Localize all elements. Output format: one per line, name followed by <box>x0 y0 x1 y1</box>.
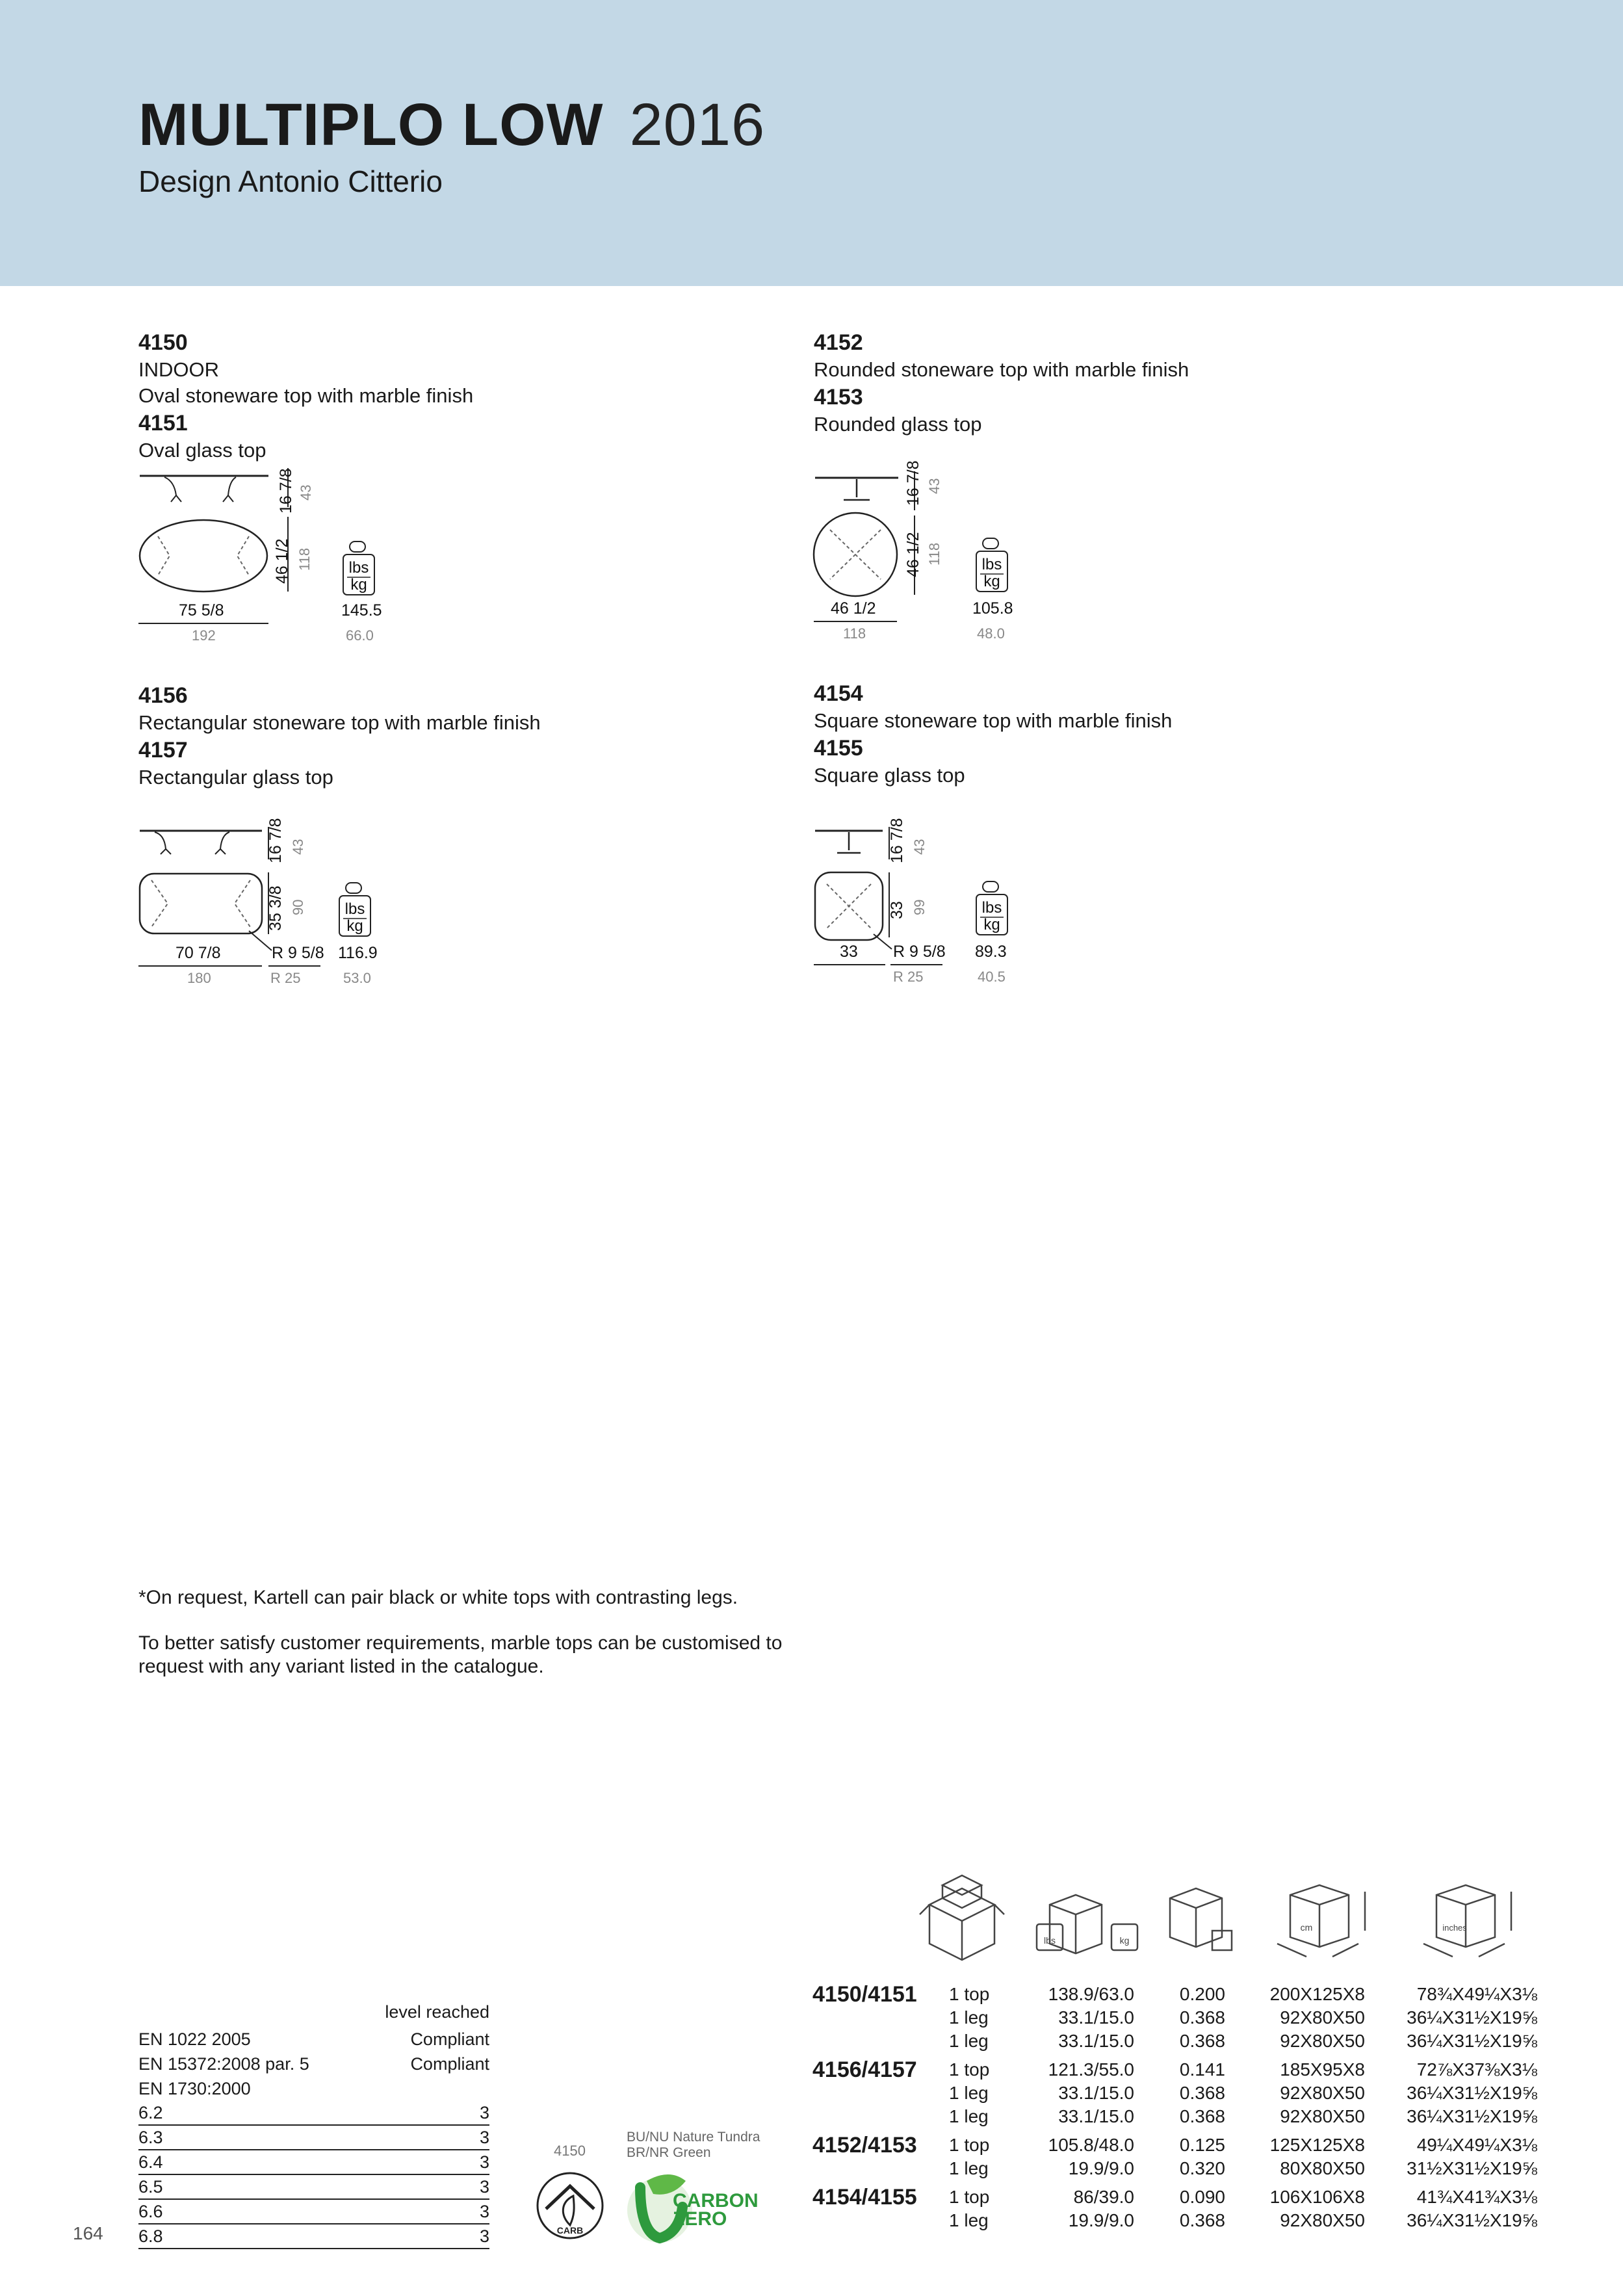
pkg-type: 1 leg <box>949 2158 989 2178</box>
dim-width-cm: 192 <box>192 627 216 644</box>
pkg-volume: 0.368 <box>1179 2031 1225 2051</box>
table-row <box>812 1983 1579 2006</box>
pkg-cm: 92X80X50 <box>1280 2083 1365 2103</box>
dim-rule <box>268 965 320 967</box>
level-header: level reached <box>385 2002 489 2022</box>
page-number: 164 <box>73 2223 103 2243</box>
cert-level: 3 <box>479 2176 489 2197</box>
certification-table <box>138 2002 489 2249</box>
packaging-group <box>812 1983 1579 2053</box>
drawing-square-table <box>814 827 957 957</box>
carb-text: CARB <box>556 2225 584 2236</box>
pkg-volume: 0.368 <box>1179 2106 1225 2126</box>
pkg-volume: 0.090 <box>1179 2187 1225 2207</box>
pkg-volume: 0.200 <box>1179 1984 1225 2004</box>
pkg-weight: 86/39.0 <box>1073 2187 1134 2207</box>
product-code: 4154 <box>814 681 863 706</box>
note: To better satisfy customer requirements, marble tops can be customised to request with any variant listed in the catalogue. <box>138 1632 783 1677</box>
cert-level: Compliant <box>410 2054 489 2074</box>
finish-label <box>627 2130 760 2161</box>
weight-icon <box>338 883 374 941</box>
product-4150-text <box>138 328 473 463</box>
pkg-inches: 36¼X31½X19⅝ <box>1407 2031 1537 2051</box>
product-line: Rectangular glass top <box>138 766 333 789</box>
header-band <box>0 0 1623 286</box>
cert-name: 6.2 <box>138 2102 163 2122</box>
carbon-zero-logo-icon <box>621 2168 759 2246</box>
pkg-volume: 0.320 <box>1179 2158 1225 2178</box>
volume-box-icon <box>1170 1888 1232 1950</box>
table-row <box>812 2105 1579 2128</box>
dim-height-cm: 43 <box>290 839 306 855</box>
packaging-table <box>812 1983 1579 2232</box>
cert-level: 3 <box>479 2152 489 2172</box>
product-line: Square glass top <box>814 764 965 787</box>
product-4156-text <box>138 681 541 790</box>
pkg-lbs-label: lbs <box>1044 1935 1056 1946</box>
product-code: 4153 <box>814 385 863 410</box>
cert-name: 6.5 <box>138 2176 163 2197</box>
dim-rule <box>138 965 262 967</box>
dim-width-cm: 118 <box>843 625 866 642</box>
pkg-weight: 33.1/15.0 <box>1058 2106 1134 2126</box>
pkg-inches-label: inches <box>1442 1923 1467 1933</box>
weight-icon <box>975 538 1011 597</box>
cert-level: Compliant <box>410 2029 489 2049</box>
pkg-weight: 33.1/15.0 <box>1058 2031 1134 2051</box>
carbon-text: CARBON <box>673 2190 759 2211</box>
dim-rule <box>814 621 897 622</box>
pkg-inches: 36¼X31½X19⅝ <box>1407 2106 1537 2126</box>
pkg-type: 1 leg <box>949 2083 989 2103</box>
packaging-group <box>812 2185 1579 2232</box>
pkg-type: 1 leg <box>949 2106 989 2126</box>
cert-row <box>138 2052 489 2076</box>
dim-height-in: 16 7/8 <box>266 818 285 863</box>
dim-depth-cm: 99 <box>911 899 928 915</box>
pkg-code: 4154/4155 <box>812 2184 917 2210</box>
lbs-label: lbs <box>348 559 369 577</box>
pkg-type: 1 top <box>949 2187 990 2207</box>
dim-width-in: 46 1/2 <box>831 599 876 618</box>
cert-name: 6.6 <box>138 2201 163 2221</box>
pkg-cm: 92X80X50 <box>1280 2106 1365 2126</box>
zero-text: ZERO <box>673 2208 727 2230</box>
cert-level: 3 <box>479 2226 489 2246</box>
dim-height-cm: 43 <box>298 484 314 501</box>
pkg-inches: 78¾X49¼X3⅛ <box>1416 1984 1537 2004</box>
dim-radius-cm: R 25 <box>893 969 924 985</box>
cert-row <box>138 2224 489 2249</box>
dim-rule <box>138 623 268 624</box>
dim-depth-cm: 118 <box>926 542 942 566</box>
weight-lbs: 105.8 <box>972 599 1013 618</box>
cert-level: 3 <box>479 2127 489 2147</box>
cert-row <box>138 2076 489 2101</box>
dim-height-cm: 43 <box>911 839 928 855</box>
pkg-volume: 0.368 <box>1179 2083 1225 2103</box>
dim-depth-cm: 90 <box>290 899 306 915</box>
badge-code: 4150 <box>554 2143 586 2159</box>
pkg-volume: 0.368 <box>1179 2007 1225 2028</box>
weight-icon <box>342 541 378 600</box>
dim-width-cm: 180 <box>187 970 211 986</box>
cert-row <box>138 2150 489 2175</box>
designer: Design Antonio Citterio <box>138 164 443 198</box>
dim-height-in: 16 7/8 <box>277 468 295 514</box>
product-line: Rectangular stoneware top with marble finish <box>138 711 541 734</box>
cert-row <box>138 2126 489 2150</box>
product-code: 4150 <box>138 330 188 355</box>
packaging-icons <box>916 1859 1566 1970</box>
pkg-volume: 0.125 <box>1179 2135 1225 2155</box>
box-open-icon <box>920 1875 1004 1960</box>
kg-label: kg <box>983 573 1000 590</box>
pkg-inches: 31½X31½X19⅝ <box>1407 2158 1537 2178</box>
dim-radius-cm: R 25 <box>270 970 301 986</box>
table-row <box>812 2209 1579 2232</box>
pkg-weight: 33.1/15.0 <box>1058 2007 1134 2028</box>
product-code: 4155 <box>814 736 863 761</box>
kg-label: kg <box>350 576 367 594</box>
lbs-label: lbs <box>344 900 365 918</box>
weight-kg: 40.5 <box>978 969 1006 985</box>
pkg-kg-label: kg <box>1119 1935 1130 1946</box>
product-line: Oval glass top <box>138 439 266 462</box>
pkg-weight: 121.3/55.0 <box>1048 2059 1134 2080</box>
dim-depth-in: 46 1/2 <box>273 538 291 584</box>
dim-rule <box>814 964 885 965</box>
product-line: Oval stoneware top with marble finish <box>138 384 474 407</box>
table-row <box>812 2081 1579 2105</box>
year: 2016 <box>629 92 766 158</box>
pkg-volume: 0.141 <box>1179 2059 1225 2080</box>
dim-depth-in: 33 <box>888 901 906 919</box>
lbs-label: lbs <box>981 556 1002 573</box>
dim-depth-in: 35 3/8 <box>266 885 285 931</box>
dim-rule <box>890 964 942 965</box>
cert-row <box>138 2200 489 2224</box>
weight-kg: 48.0 <box>977 625 1005 642</box>
product-4154-text <box>814 679 1172 789</box>
pkg-cm: 125X125X8 <box>1269 2135 1365 2155</box>
dim-radius-in: R 9 5/8 <box>272 944 324 962</box>
pkg-type: 1 top <box>949 2059 990 2080</box>
weight-boxes-icon <box>1037 1895 1137 1953</box>
note: *On request, Kartell can pair black or white tops with contrasting legs. <box>138 1587 738 1608</box>
dim-height-cm: 43 <box>926 478 942 494</box>
cert-level: 3 <box>479 2102 489 2122</box>
dim-height-in: 16 7/8 <box>904 460 922 506</box>
cert-name: EN 15372:2008 par. 5 <box>138 2054 309 2074</box>
weight-lbs: 145.5 <box>341 601 382 620</box>
pkg-type: 1 leg <box>949 2007 989 2028</box>
packaging-group <box>812 2133 1579 2180</box>
pkg-cm: 185X95X8 <box>1280 2059 1365 2080</box>
product-line: Rounded glass top <box>814 413 982 436</box>
cert-name: 6.3 <box>138 2127 163 2147</box>
cert-row <box>138 2175 489 2200</box>
cert-name: EN 1022 2005 <box>138 2029 251 2049</box>
table-row <box>812 2029 1579 2053</box>
dim-radius-in: R 9 5/8 <box>893 943 946 961</box>
weight-lbs: 116.9 <box>338 944 378 962</box>
pkg-cm-label: cm <box>1300 1922 1313 1933</box>
lbs-label: lbs <box>981 899 1002 917</box>
finish-line: BU/NU Nature Tundra <box>627 2130 760 2145</box>
pkg-type: 1 top <box>949 1984 990 2004</box>
pkg-cm: 92X80X50 <box>1280 2210 1365 2230</box>
pkg-inches: 41¾X41¾X3⅛ <box>1416 2187 1537 2207</box>
cert-level: 3 <box>479 2201 489 2221</box>
pkg-cm: 200X125X8 <box>1269 1984 1365 2004</box>
pkg-weight: 19.9/9.0 <box>1068 2210 1134 2230</box>
pkg-cm: 106X106X8 <box>1269 2187 1365 2207</box>
pkg-volume: 0.368 <box>1179 2210 1225 2230</box>
dim-width-in: 75 5/8 <box>179 601 224 620</box>
pkg-inches: 36¼X31½X19⅝ <box>1407 2083 1537 2103</box>
pkg-cm: 92X80X50 <box>1280 2007 1365 2028</box>
cert-name: EN 1730:2000 <box>138 2078 251 2098</box>
dim-height-in: 16 7/8 <box>888 818 906 863</box>
weight-kg: 66.0 <box>346 627 374 644</box>
pkg-inches: 72⅞X37⅜X3⅛ <box>1416 2059 1537 2080</box>
pkg-type: 1 leg <box>949 2210 989 2230</box>
kg-label: kg <box>346 917 363 935</box>
product-4152-text <box>814 328 1189 437</box>
table-row <box>812 2006 1579 2029</box>
pkg-inches: 49¼X49¼X3⅛ <box>1416 2135 1537 2155</box>
table-row <box>812 2185 1579 2209</box>
dimensions-inches-icon <box>1423 1885 1511 1957</box>
pkg-weight: 105.8/48.0 <box>1048 2135 1134 2155</box>
weight-lbs: 89.3 <box>975 943 1007 961</box>
pkg-type: 1 top <box>949 2135 990 2155</box>
drawing-rect-table <box>138 827 346 957</box>
dim-depth-cm: 118 <box>296 547 313 571</box>
dim-width-in: 70 7/8 <box>175 944 221 962</box>
dim-depth-in: 46 1/2 <box>904 532 922 577</box>
product-line: Square stoneware top with marble finish <box>814 709 1173 732</box>
notes <box>138 1586 821 1701</box>
dim-width-in: 33 <box>840 943 858 961</box>
product-line: INDOOR <box>138 358 219 381</box>
cert-row <box>138 2027 489 2052</box>
cert-name: 6.4 <box>138 2152 163 2172</box>
pkg-inches: 36¼X31½X19⅝ <box>1407 2210 1537 2230</box>
pkg-code: 4152/4153 <box>812 2132 917 2158</box>
product-code: 4152 <box>814 330 863 355</box>
product-line: Rounded stoneware top with marble finish <box>814 358 1189 381</box>
page-title <box>138 91 765 159</box>
weight-kg: 53.0 <box>343 970 371 986</box>
pkg-weight: 138.9/63.0 <box>1048 1984 1134 2004</box>
product-code: 4157 <box>138 738 188 763</box>
weight-icon <box>975 881 1011 940</box>
table-row <box>812 2058 1579 2081</box>
product-code: 4156 <box>138 683 188 708</box>
pkg-weight: 19.9/9.0 <box>1068 2158 1134 2178</box>
table-row <box>812 2157 1579 2180</box>
pkg-weight: 33.1/15.0 <box>1058 2083 1134 2103</box>
dimensions-cm-icon <box>1277 1885 1365 1957</box>
pkg-inches: 36¼X31½X19⅝ <box>1407 2007 1537 2028</box>
carb-badge-icon <box>534 2170 606 2241</box>
pkg-cm: 80X80X50 <box>1280 2158 1365 2178</box>
pkg-type: 1 leg <box>949 2031 989 2051</box>
pkg-code: 4150/4151 <box>812 1981 917 2007</box>
pkg-cm: 92X80X50 <box>1280 2031 1365 2051</box>
cert-name: 6.8 <box>138 2226 163 2246</box>
product-code: 4151 <box>138 411 188 436</box>
table-row <box>812 2133 1579 2157</box>
kg-label: kg <box>983 916 1000 933</box>
cert-row <box>138 2101 489 2126</box>
packaging-group <box>812 2058 1579 2128</box>
product-name: MULTIPLO LOW <box>138 92 604 158</box>
pkg-code: 4156/4157 <box>812 2057 917 2082</box>
finish-line: BR/NR Green <box>627 2145 711 2160</box>
